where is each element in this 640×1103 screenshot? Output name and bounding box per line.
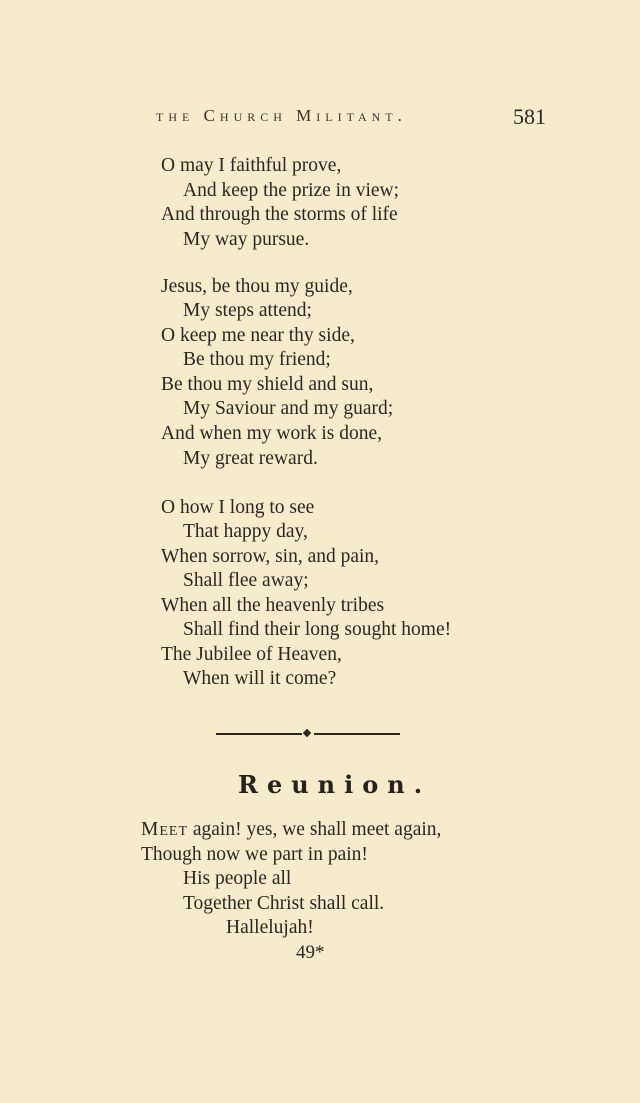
verse-line: When will it come? (183, 668, 337, 689)
verse-line: O how I long to see (161, 497, 315, 518)
verse-line: Jesus, be thou my guide, (161, 276, 353, 297)
divider-diamond-icon (303, 729, 311, 737)
verse-line: When all the heavenly tribes (161, 595, 385, 616)
verse-line: Be thou my shield and sun, (161, 374, 374, 395)
verse-line: My Saviour and my guard; (183, 398, 394, 419)
verse-line: Shall flee away; (183, 570, 309, 591)
verse-line: Together Christ shall call. (183, 893, 385, 914)
opening-word: Meet (141, 819, 188, 840)
verse-line: My great reward. (183, 448, 318, 469)
verse-line: Though now we part in pain! (141, 844, 368, 865)
verse-line: When sorrow, sin, and pain, (161, 546, 380, 567)
verse-line: O keep me near thy side, (161, 325, 355, 346)
verse-line: Shall find their long sought home! (183, 619, 452, 640)
running-header (156, 104, 546, 132)
verse-line: And through the storms of life (161, 204, 398, 225)
divider-rule-right (314, 733, 400, 735)
verse-line: O may I faithful prove, (161, 155, 342, 176)
verse-line: That happy day, (183, 521, 308, 542)
ornamental-divider (216, 728, 400, 740)
page-number: 581 (513, 104, 546, 129)
verse-line: His people all (183, 868, 292, 889)
divider-rule-left (216, 733, 302, 735)
running-title: the Church Militant. (156, 106, 407, 125)
hymn-title: Reunion. (238, 770, 432, 799)
verse-line: And when my work is done, (161, 423, 382, 444)
verse-line: Be thou my friend; (183, 349, 331, 370)
verse-line: The Jubilee of Heaven, (161, 644, 342, 665)
printer-signature: 49* (296, 942, 325, 963)
verse-line: Hallelujah! (226, 917, 314, 938)
first-line-rest: again! yes, we shall meet again, (188, 819, 442, 840)
verse-line: My steps attend; (183, 300, 312, 321)
verse-line: And keep the prize in view; (183, 180, 400, 201)
verse-line: My way pursue. (183, 229, 310, 250)
verse-line-first (141, 819, 441, 841)
